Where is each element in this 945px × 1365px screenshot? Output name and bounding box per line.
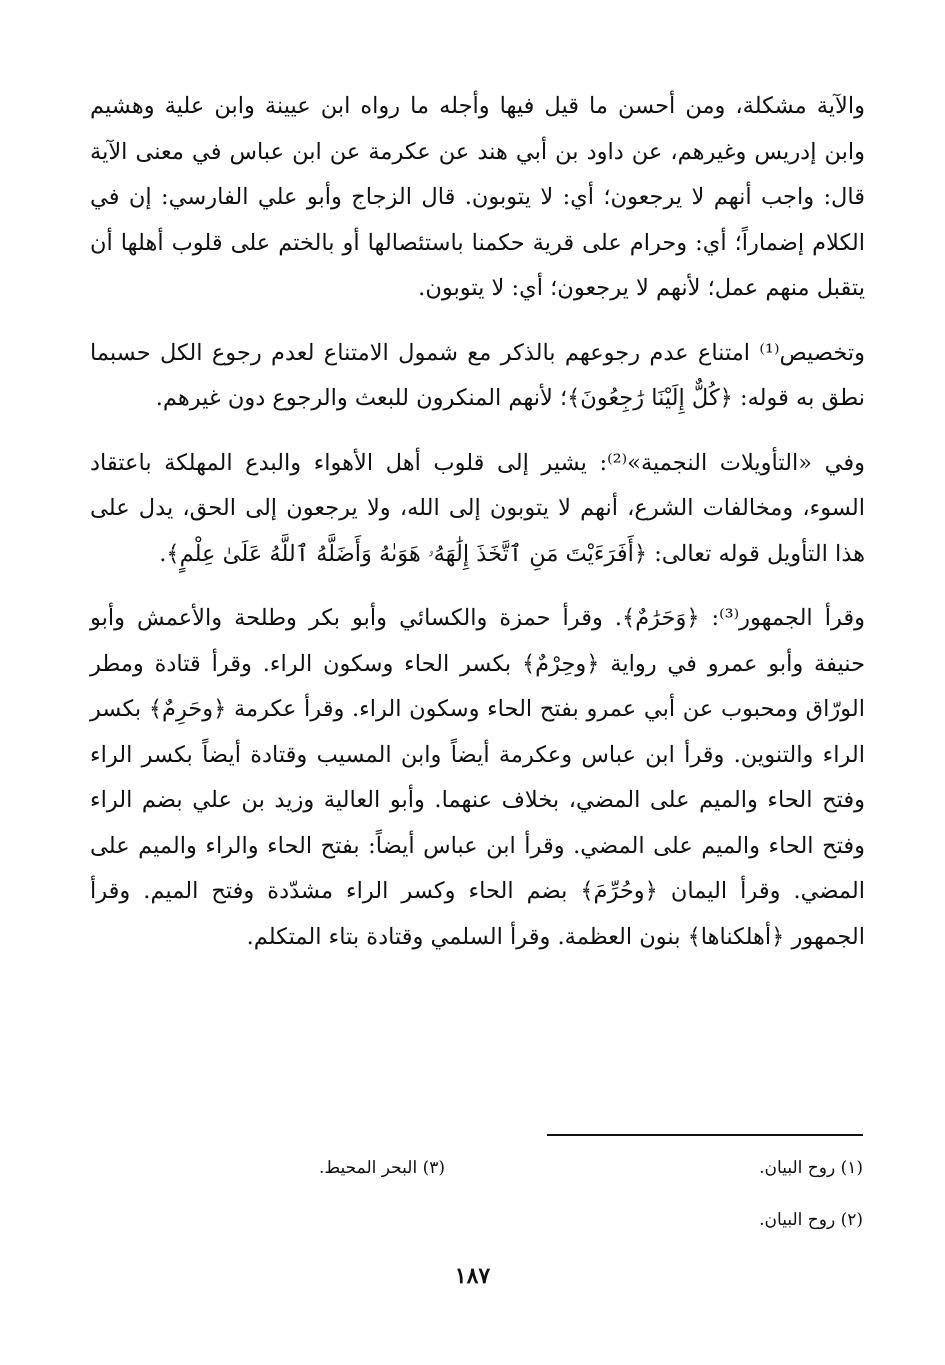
paragraph-2: وتخصيص⁽¹⁾ امتناع عدم رجوعهم بالذكر مع شمول الامتناع لعدم رجوع الكل حسبما نطق به قوله: ﴿كُلٌّ إِلَيْنَا رَٰجِعُونَ﴾؛ لأنهم المنكرون للبعث والرجوع دون غيرهم.: [90, 339, 865, 411]
page-body: [90, 84, 865, 960]
paragraph-1: والآية مشكلة، ومن أحسن ما قيل فيها وأجله ما رواه ابن عيينة وابن علية وهشيم وابن إدريس وغيرهم، عن داود بن أبي هند عن عكرمة عن ابن عباس في معنى الآية قال: واجب أنهم لا يرجعون؛ أي: لا يتوبون. قال الزجاج وأبو علي الفارسي: إن في الكلام إضماراً؛ أي: وحرام على قرية حكمنا باستئصالها أو بالختم على قلوب أهلها أن يتقبل منهم عمل؛ لأنهم لا يرجعون؛ أي: لا يتوبون.: [90, 93, 865, 301]
footnote-divider: [547, 1134, 863, 1136]
footnote-3: (٣) البحر المحيط.: [319, 1158, 445, 1178]
footnote-2: (٢) روح البيان.: [759, 1210, 863, 1230]
page-number: ١٨٧: [454, 1263, 491, 1289]
footnote-1: (١) روح البيان.: [759, 1158, 863, 1178]
paragraph-3: وفي «التأويلات النجمية»⁽²⁾: يشير إلى قلوب أهل الأهواء والبدع المهلكة باعتقاد السوء، ومخالفات الشرع، أنهم لا يتوبون إلى الله، ولا يرجعون إلى الحق، يدل على هذا التأويل قوله تعالى: ﴿أَفَرَءَيْتَ مَنِ ٱتَّخَذَ إِلَٰهَهُۥ هَوَىٰهُ وَأَضَلَّهُ ٱللَّهُ عَلَىٰ عِلْمٍ﴾.: [90, 449, 865, 567]
paragraph-4: وقرأ الجمهور⁽³⁾: ﴿وَحَرَٰمٌ﴾. وقرأ حمزة والكسائي وأبو بكر وطلحة والأعمش وأبو حنيفة وأبو عمرو في رواية ﴿وحِرْمٌ﴾ بكسر الحاء وسكون الراء. وقرأ قتادة ومطر الورّاق ومحبوب عن أبي عمرو بفتح الحاء وسكون الراء. وقرأ عكرمة ﴿وحَرِمٌ﴾ بكسر الراء والتنوين. وقرأ ابن عباس وعكرمة أيضاً وابن المسيب وقتادة أيضاً بكسر الراء وفتح الحاء والميم على المضي، بخلاف عنهما. وأبو العالية وزيد بن علي بضم الراء وفتح الحاء والميم على المضي. وقرأ ابن عباس أيضاً: بفتح الحاء والراء والميم على المضي. وقرأ اليمان ﴿وحُرِّمَ﴾ بضم الحاء وكسر الراء مشدّدة وفتح الميم. وقرأ الجمهور ﴿أهلكناها﴾ بنون العظمة. وقرأ السلمي وقتادة بتاء المتكلم.: [90, 605, 865, 950]
